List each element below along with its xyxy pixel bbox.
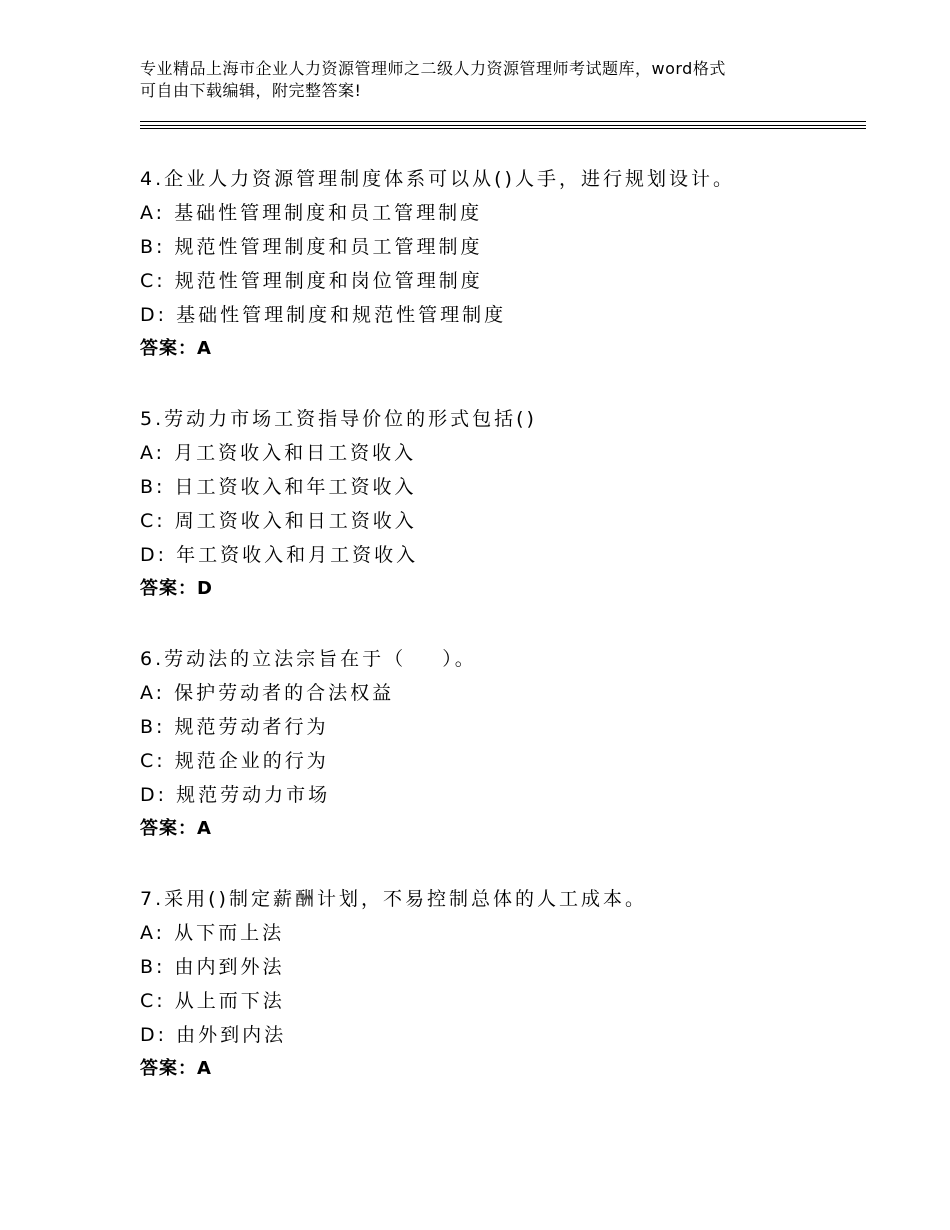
question-stem: 4.企业人力资源管理制度体系可以从()人手，进行规划设计。 (140, 168, 735, 190)
answer: 答案：A (140, 818, 212, 839)
option-c: C: 从上而下法 (140, 990, 285, 1012)
option-b: B: 由内到外法 (140, 956, 285, 978)
question-stem: 5.劳动力市场工资指导价位的形式包括() (140, 408, 537, 430)
question-5 (140, 402, 860, 606)
option-b: B: 日工资收入和年工资收入 (140, 476, 417, 498)
answer: 答案：A (140, 1058, 212, 1079)
question-list (140, 162, 860, 1122)
option-b: B: 规范劳动者行为 (140, 716, 329, 738)
answer: 答案：D (140, 578, 213, 599)
option-d: D: 基础性管理制度和规范性管理制度 (140, 304, 507, 326)
header-rule (140, 125, 866, 126)
option-d: D: 年工资收入和月工资收入 (140, 544, 419, 566)
option-c: C: 规范企业的行为 (140, 750, 329, 772)
option-a: A: 从下而上法 (140, 922, 285, 944)
question-7 (140, 882, 860, 1086)
header-rule (140, 121, 866, 122)
header-line-1: 专业精品上海市企业人力资源管理师之二级人力资源管理师考试题库，word格式 (140, 59, 726, 78)
header-line-2: 可自由下载编辑，附完整答案! (140, 81, 362, 100)
question-stem: 7.采用()制定薪酬计划，不易控制总体的人工成本。 (140, 888, 647, 910)
option-c: C: 周工资收入和日工资收入 (140, 510, 417, 532)
header-rule (140, 128, 866, 129)
option-d: D: 规范劳动力市场 (140, 784, 331, 806)
option-a: A: 月工资收入和日工资收入 (140, 442, 417, 464)
answer: 答案：A (140, 338, 212, 359)
question-4 (140, 162, 860, 366)
question-6 (140, 642, 860, 846)
option-d: D: 由外到内法 (140, 1024, 287, 1046)
option-b: B: 规范性管理制度和员工管理制度 (140, 236, 483, 258)
option-a: A: 保护劳动者的合法权益 (140, 682, 395, 704)
option-a: A: 基础性管理制度和员工管理制度 (140, 202, 483, 224)
question-stem: 6.劳动法的立法宗旨在于（ ）。 (140, 648, 477, 670)
document-header (140, 58, 840, 102)
option-c: C: 规范性管理制度和岗位管理制度 (140, 270, 483, 292)
